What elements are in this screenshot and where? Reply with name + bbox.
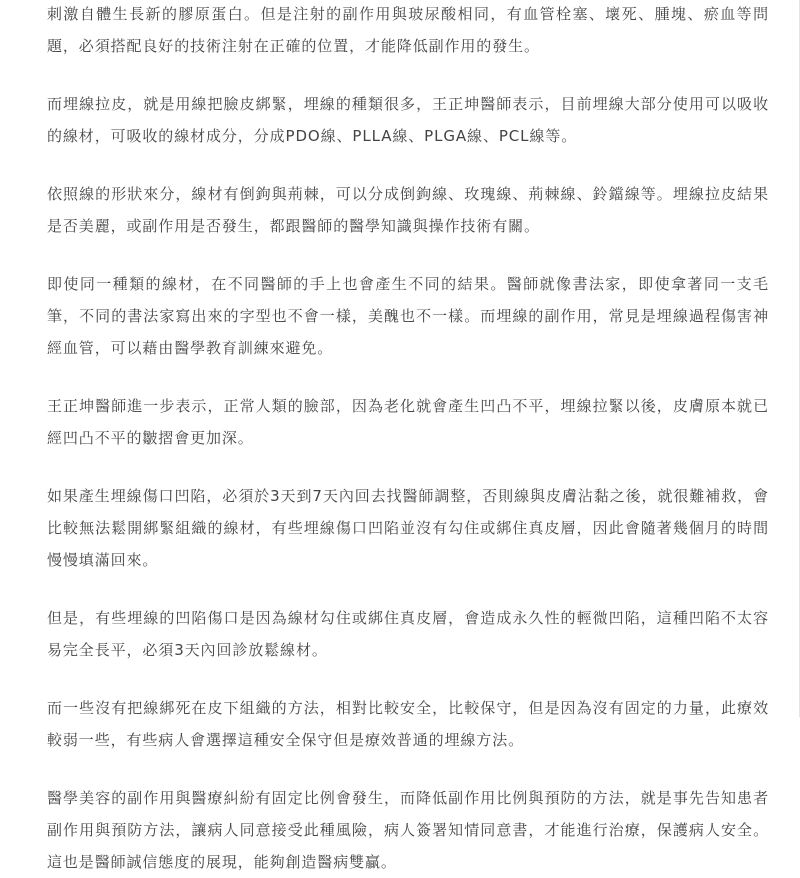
article-paragraph: 但是，有些埋線的凹陷傷口是因為線材勾住或綁住真皮層，會造成永久性的輕微凹陷，這種凹陷不太容易完全長平，必須3天內回診放鬆線材。 <box>47 609 769 659</box>
article-paragraph: 而一些沒有把線綁死在皮下組織的方法，相對比較安全，比較保守，但是因為沒有固定的力量，此療效較弱一些，有些病人會選擇這種安全保守但是療效普通的埋線方法。 <box>47 699 769 749</box>
article-paragraph: 如果產生埋線傷口凹陷，必須於3天到7天內回去找醫師調整，否則線與皮膚沾黏之後，就很難補救，會比較無法鬆開綁緊組織的線材，有些埋線傷口凹陷並沒有勾住或綁住真皮層，因此會隨著幾個月的時間慢慢填滿回來。 <box>47 487 769 569</box>
article-paragraph: 醫學美容的副作用與醫療糾紛有固定比例會發生，而降低副作用比例與預防的方法，就是事先告知患者副作用與預防方法，讓病人同意接受此種風險，病人簽署知情同意書，才能進行治療，保護病人安全。這也是醫師誠信態度的展現，能夠創造醫病雙贏。 <box>47 789 769 871</box>
article-paragraph: 刺激自體生長新的膠原蛋白。但是注射的副作用與玻尿酸相同，有血管栓塞、壞死、腫塊、瘀血等問題，必須搭配良好的技術注射在正確的位置，才能降低副作用的發生。 <box>47 5 769 55</box>
article-paragraph: 而埋線拉皮，就是用線把臉皮綁緊，埋線的種類很多，王正坤醫師表示，目前埋線大部分使用可以吸收的線材，可吸收的線材成分，分成PDO線、PLLA線、PLGA線、PCL線等。 <box>47 95 769 145</box>
article-paragraph: 王正坤醫師進一步表示，正常人類的臉部，因為老化就會產生凹凸不平，埋線拉緊以後，皮膚原本就已經凹凸不平的皺摺會更加深。 <box>47 397 769 447</box>
article-paragraph: 即使同一種類的線材，在不同醫師的手上也會產生不同的結果。醫師就像書法家，即使拿著同一支毛筆，不同的書法家寫出來的字型也不會一樣，美醜也不一樣。而埋線的副作用，常見是埋線過程傷害神經血管，可以藉由醫學教育訓練來避免。 <box>47 275 769 357</box>
article-paragraph: 依照線的形狀來分，線材有倒鉤與荊棘，可以分成倒鉤線、玫瑰線、荊棘線、鈴鐺線等。埋線拉皮結果是否美麗，或副作用是否發生，都跟醫師的醫學知識與操作技術有關。 <box>47 185 769 235</box>
